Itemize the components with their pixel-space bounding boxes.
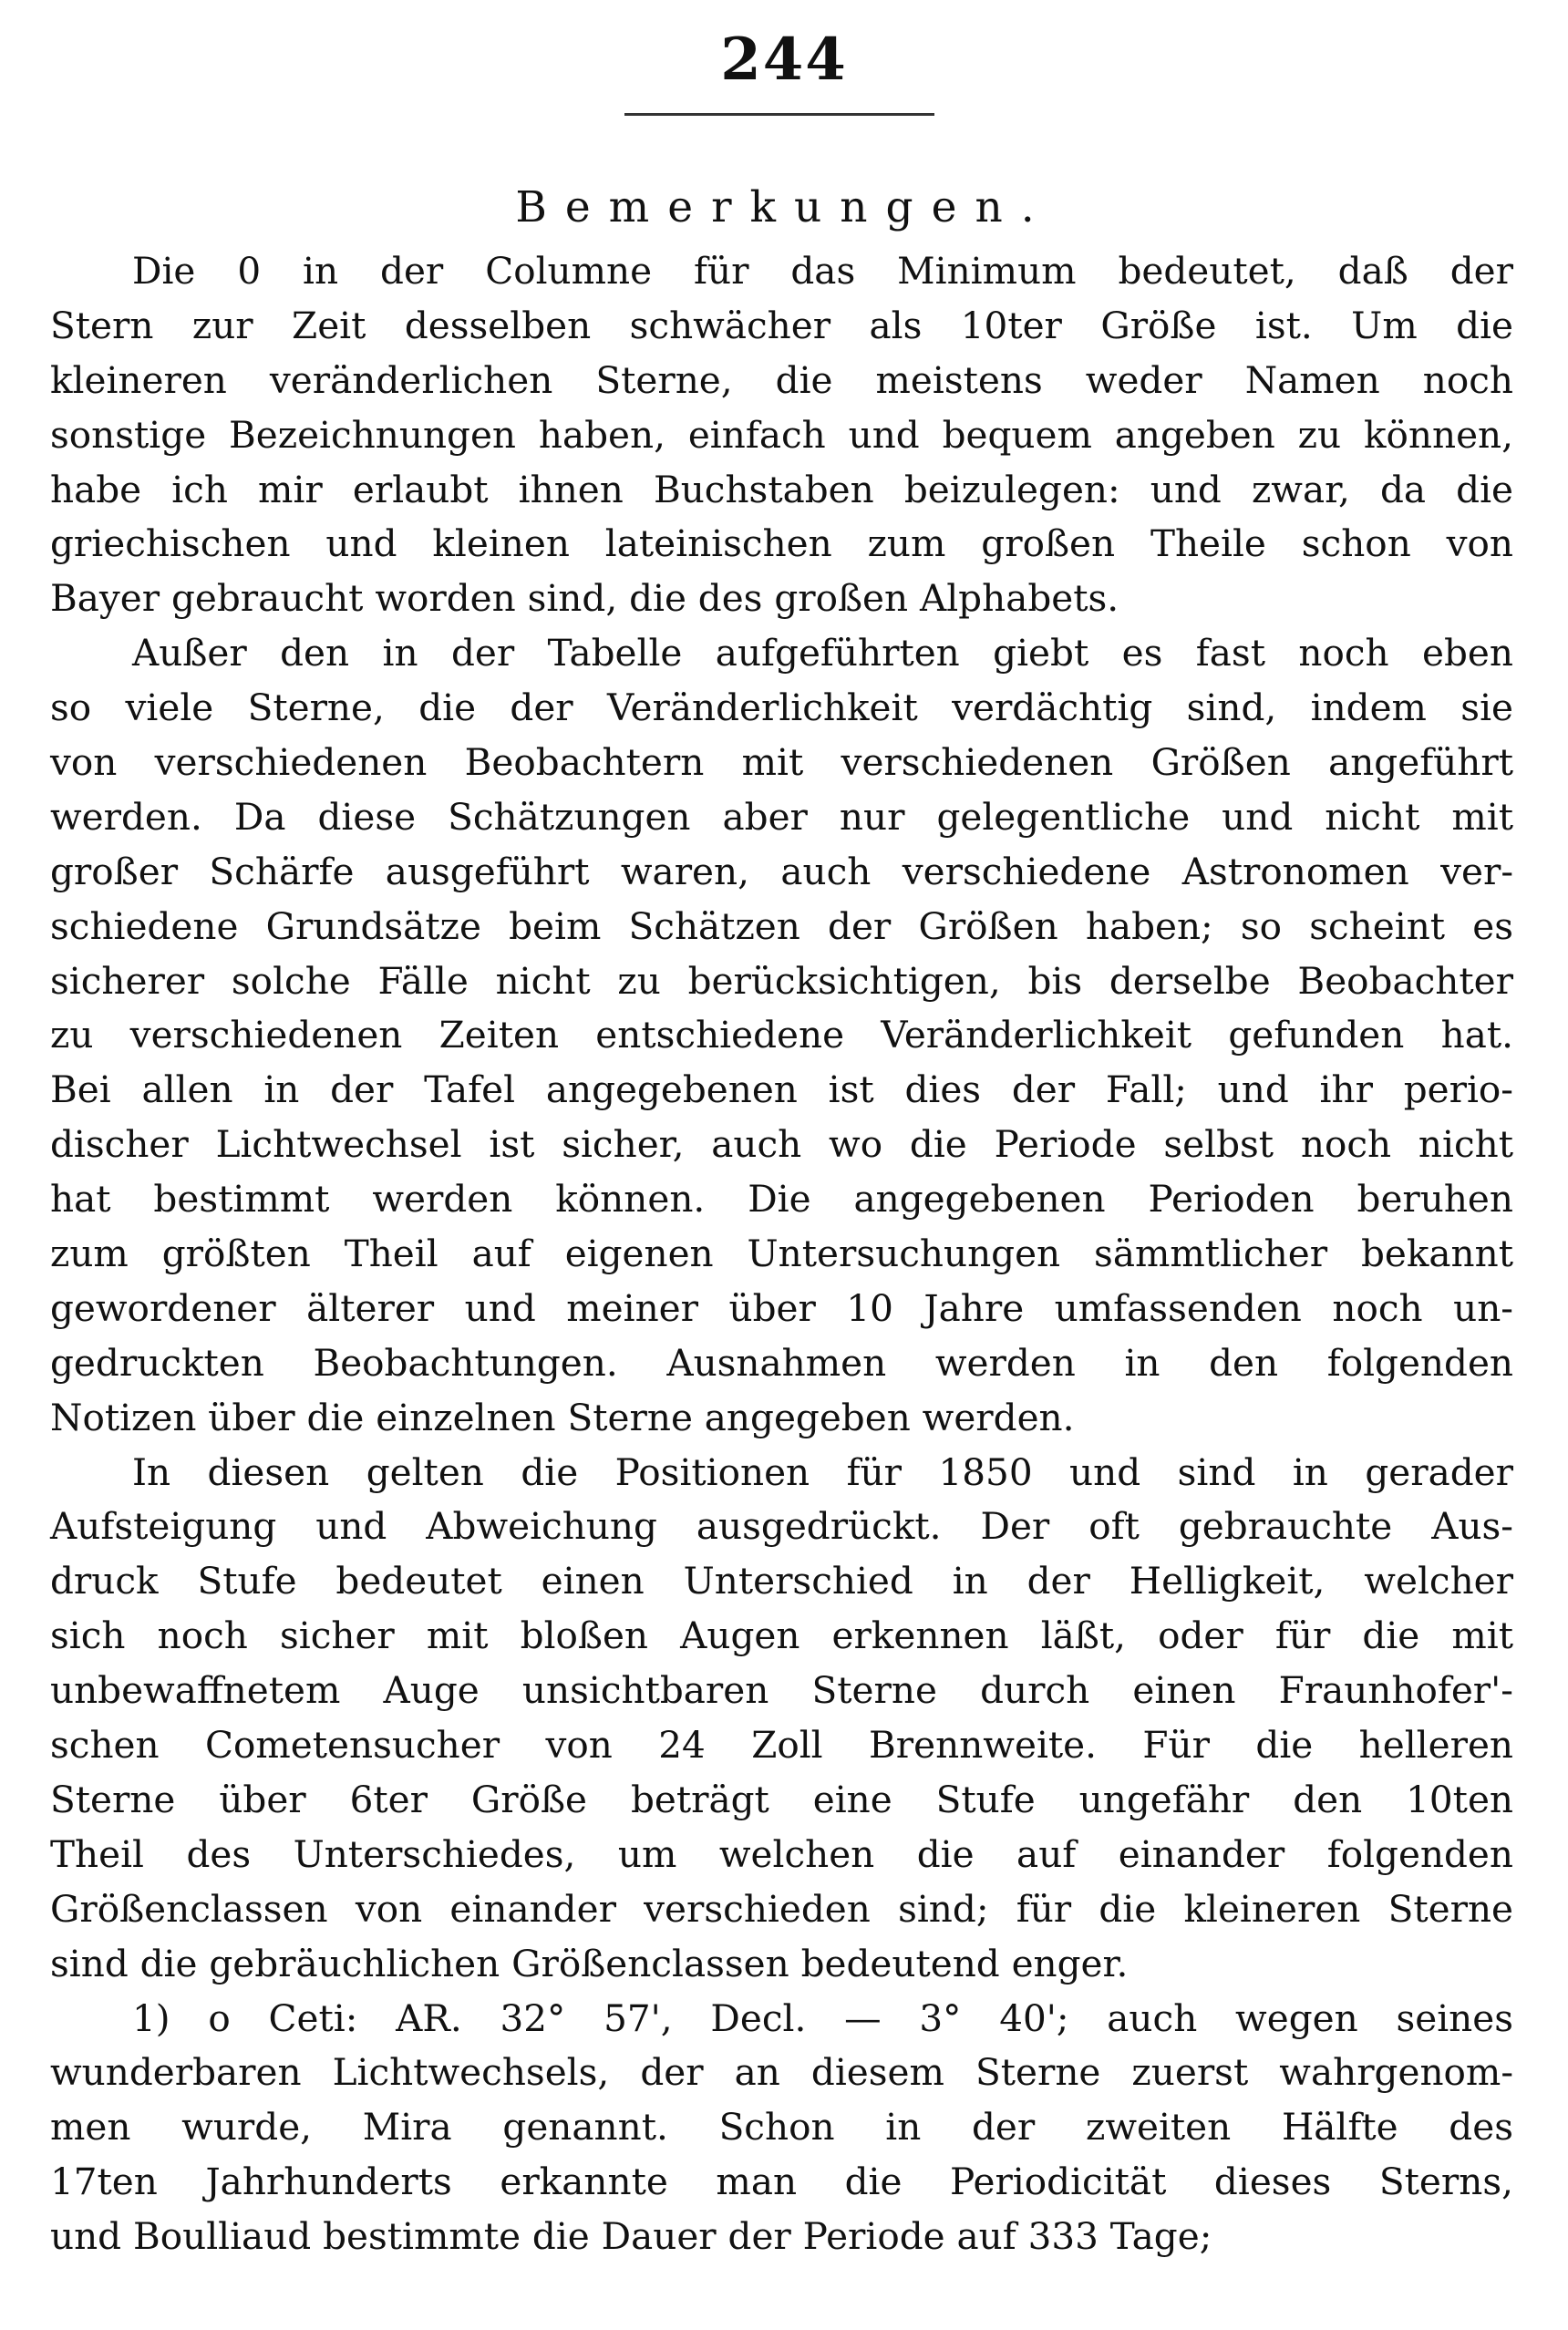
paragraph [50, 1992, 1513, 2264]
text-line: 1) ο Ceti: AR. 32° 57', Decl. — 3° 40'; auch wegen seines [132, 1995, 1513, 2040]
text-line: discher Lichtwechsel ist sicher, auch wo die Periode selbst noch nicht [50, 1122, 1513, 1167]
text-line: schen Cometensucher von 24 Zoll Brennweite. Für die helleren [50, 1723, 1513, 1768]
text-line: Notizen über die einzelnen Sterne angegeben werden. [50, 1395, 1075, 1439]
text-line: men wurde, Mira genannt. Schon in der zweiten Hälfte des [50, 2105, 1513, 2150]
text-line: In diesen gelten die Positionen für 1850 und sind in gerader [132, 1449, 1513, 1494]
text-line: sind die gebräuchlichen Größenclassen bedeutend enger. [50, 1941, 1129, 1985]
text-line: gedruckten Beobachtungen. Ausnahmen werden in den folgenden [50, 1340, 1513, 1385]
text-line: sich noch sicher mit bloßen Augen erkennen läßt, oder für die mit [50, 1613, 1513, 1658]
text-line: Die 0 in der Columne für das Minimum bedeutet, daß der [132, 249, 1513, 293]
text-line: und Boulliaud bestimmte die Dauer der Periode auf 333 Tage; [50, 2214, 1212, 2259]
text-line: habe ich mir erlaubt ihnen Buchstaben beizulegen: und zwar, da die [50, 467, 1513, 511]
text-line: Sterne über 6ter Größe beträgt eine Stufe ungefähr den 10ten [50, 1777, 1513, 1821]
section-heading: Bemerkungen. [515, 182, 1053, 232]
text-line: kleineren veränderlichen Sterne, die meistens weder Namen noch [50, 357, 1513, 402]
text-line: Theil des Unterschiedes, um welchen die auf einander folgenden [50, 1831, 1513, 1876]
text-line: Aufsteigung und Abweichung ausgedrückt. Der oft gebrauchte Aus- [50, 1504, 1513, 1549]
text-line: werden. Da diese Schätzungen aber nur gelegentliche und nicht mit [50, 794, 1513, 839]
text-line: wunderbaren Lichtwechsels, der an diesem Sterne zuerst wahrgenom- [50, 2050, 1513, 2095]
text-line: schiedene Grundsätze beim Schätzen der Größen haben; so scheint es [50, 903, 1513, 948]
page-number: 244 [720, 26, 848, 94]
text-line: zum größten Theil auf eigenen Untersuchungen sämmtlicher bekannt [50, 1232, 1513, 1276]
text-line: so viele Sterne, die der Veränderlichkeit verdächtig sind, indem sie [50, 686, 1513, 730]
paragraph [50, 626, 1513, 1445]
paragraph [50, 1446, 1513, 1992]
text-line: hat bestimmt werden können. Die angegebenen Perioden beruhen [50, 1177, 1513, 1222]
text-line: sicherer solche Fälle nicht zu berücksichtigen, bis derselbe Beobachter [50, 958, 1513, 1003]
text-line: 17ten Jahrhunderts erkannte man die Periodicität dieses Sterns, [50, 2160, 1513, 2204]
text-line: unbewaffnetem Auge unsichtbaren Sterne durch einen Fraunhofer'- [50, 1668, 1513, 1713]
paragraph [50, 244, 1513, 626]
text-line: Stern zur Zeit desselben schwächer als 10ter Größe ist. Um die [50, 303, 1513, 347]
text-line: Außer den in der Tabelle aufgeführten giebt es fast noch eben [132, 631, 1513, 675]
text-line: gewordener älterer und meiner über 10 Jahre umfassenden noch un- [50, 1285, 1513, 1330]
text-line: Größenclassen von einander verschieden sind; für die kleineren Sterne [50, 1886, 1513, 1931]
header-rule [624, 113, 934, 116]
text-line: druck Stufe bedeutet einen Unterschied in der Helligkeit, welcher [50, 1559, 1513, 1603]
text-line: großer Schärfe ausgeführt waren, auch verschiedene Astronomen ver- [50, 849, 1513, 893]
text-line: von verschiedenen Beobachtern mit verschiedenen Größen angeführt [50, 740, 1513, 785]
text-line: griechischen und kleinen lateinischen zum großen Theile schon von [50, 521, 1513, 566]
text-line: Bayer gebraucht worden sind, die des großen Alphabets. [50, 576, 1119, 621]
text-line: zu verschiedenen Zeiten entschiedene Veränderlichkeit gefunden hat. [50, 1013, 1513, 1057]
body-text [50, 244, 1513, 2264]
text-line: Bei allen in der Tafel angegebenen ist dies der Fall; und ihr perio- [50, 1067, 1513, 1112]
text-line: sonstige Bezeichnungen haben, einfach und bequem angeben zu können, [50, 412, 1513, 457]
